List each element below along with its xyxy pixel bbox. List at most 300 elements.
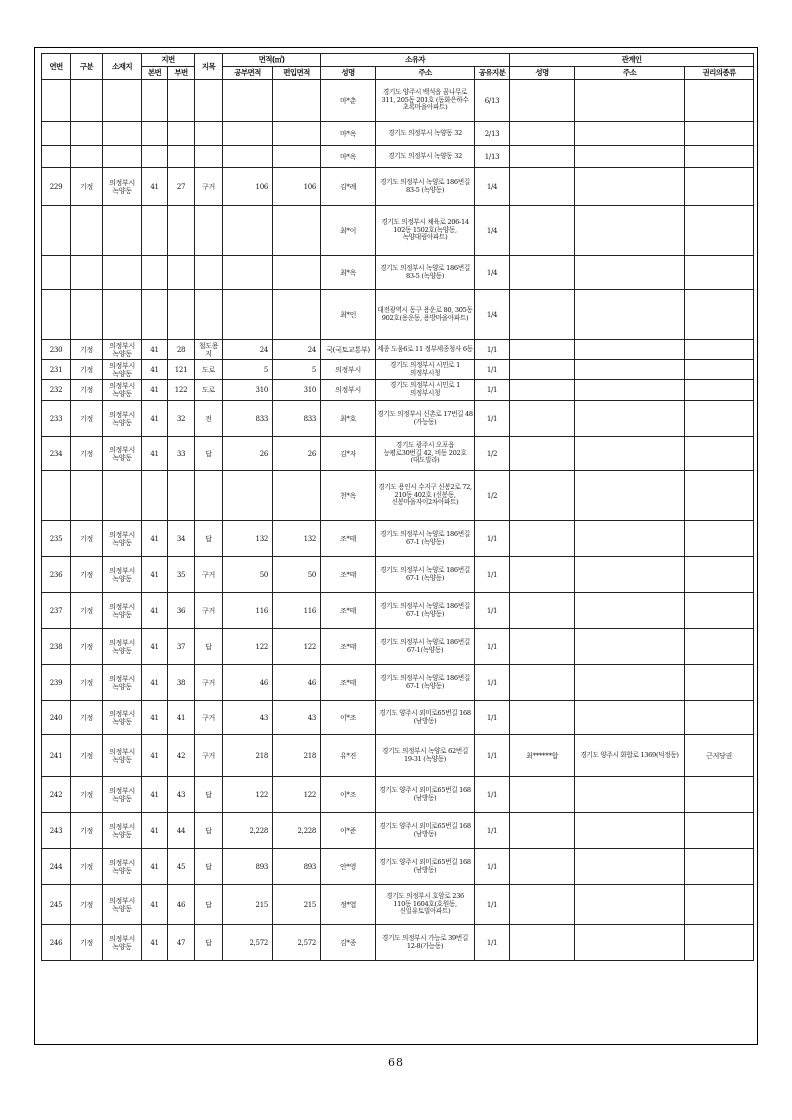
cell-interest-right (685, 629, 754, 665)
cell-interest-name (510, 437, 575, 471)
cell-lot-main: 41 (142, 777, 168, 813)
cell-category: 기정 (71, 701, 103, 735)
cell-row-no (42, 146, 71, 168)
cell-interest-right (685, 471, 754, 521)
cell-owner-share: 1/2 (475, 437, 510, 471)
cell-lot-sub: 36 (168, 593, 195, 629)
cell-owner-address: 경기도 양주시 외미로65번길 168 (남방동) (376, 701, 475, 735)
cell-lot-sub (168, 146, 195, 168)
cell-owner-address: 경기도 의정부시 신촌로 17번길 48 (가능동) (376, 401, 475, 437)
cell-interest-right (685, 380, 754, 401)
cell-interest-name (510, 471, 575, 521)
cell-land-type: 답 (195, 885, 223, 925)
cell-interest-address (575, 629, 685, 665)
cell-area-incorporated (273, 80, 321, 122)
cell-area-incorporated: 893 (273, 849, 321, 885)
cell-area-public (223, 80, 273, 122)
cell-owner-share: 1/4 (475, 168, 510, 206)
cell-location: 의정부시 녹양동 (103, 593, 142, 629)
header-interest-name: 성명 (510, 67, 575, 80)
cell-owner-address: 경기도 의정부시 녹양로 186번길 67-1 (녹양동) (376, 593, 475, 629)
cell-area-incorporated: 5 (273, 360, 321, 380)
cell-lot-main: 41 (142, 168, 168, 206)
cell-owner-share: 1/1 (475, 629, 510, 665)
cell-interest-address (575, 340, 685, 360)
cell-owner-name: 마*춘 (321, 80, 376, 122)
cell-owner-name: 조*태 (321, 629, 376, 665)
cell-interest-right (685, 168, 754, 206)
cell-interest-name (510, 401, 575, 437)
cell-row-no: 241 (42, 735, 71, 777)
cell-owner-name: 의정부시 (321, 380, 376, 401)
cell-land-type (195, 80, 223, 122)
cell-location: 의정부시 녹양동 (103, 340, 142, 360)
cell-owner-name: 천*옥 (321, 471, 376, 521)
cell-interest-name (510, 593, 575, 629)
cell-area-incorporated (273, 471, 321, 521)
cell-interest-right (685, 925, 754, 961)
cell-category (71, 80, 103, 122)
cell-interest-right (685, 146, 754, 168)
table-row (42, 557, 754, 593)
cell-lot-sub: 27 (168, 168, 195, 206)
cell-land-type (195, 256, 223, 290)
cell-owner-address: 경기도 광주시 오포읍 능평로30번길 42, 비동 202호(대도빌라) (376, 437, 475, 471)
cell-location: 의정부시 녹양동 (103, 401, 142, 437)
cell-row-no: 229 (42, 168, 71, 206)
cell-interest-address (575, 122, 685, 146)
cell-area-public (223, 122, 273, 146)
cell-interest-name (510, 206, 575, 256)
cell-owner-name: 김*자 (321, 437, 376, 471)
cell-row-no: 240 (42, 701, 71, 735)
cell-owner-share: 1/1 (475, 849, 510, 885)
cell-location: 의정부시 녹양동 (103, 360, 142, 380)
cell-owner-address: 경기도 의정부시 녹양로 62번길 19-31 (녹양동) (376, 735, 475, 777)
cell-lot-main (142, 146, 168, 168)
cell-land-type: 도로 (195, 380, 223, 401)
cell-owner-share: 1/1 (475, 735, 510, 777)
cell-owner-name: 유*진 (321, 735, 376, 777)
cell-category: 기정 (71, 813, 103, 849)
cell-lot-sub: 41 (168, 701, 195, 735)
cell-interest-address (575, 401, 685, 437)
cell-category: 기정 (71, 629, 103, 665)
cell-owner-share: 1/1 (475, 885, 510, 925)
table-row (42, 593, 754, 629)
cell-lot-sub (168, 80, 195, 122)
cell-interest-name (510, 885, 575, 925)
cell-row-no: 234 (42, 437, 71, 471)
cell-land-type (195, 206, 223, 256)
cell-row-no: 244 (42, 849, 71, 885)
cell-land-type: 구거 (195, 593, 223, 629)
table-body (42, 80, 754, 961)
cell-lot-sub (168, 290, 195, 340)
cell-category (71, 122, 103, 146)
cell-owner-address: 경기도 의정부시 녹양로 186번길 67-1(녹양동) (376, 629, 475, 665)
cell-lot-sub: 38 (168, 665, 195, 701)
cell-area-public: 132 (223, 521, 273, 557)
cell-owner-name: 최*호 (321, 401, 376, 437)
cell-lot-sub (168, 206, 195, 256)
cell-interest-right (685, 885, 754, 925)
cell-area-incorporated: 2,572 (273, 925, 321, 961)
header-location: 소재지 (103, 54, 142, 80)
cell-owner-name: 마*옥 (321, 146, 376, 168)
cell-area-incorporated: 132 (273, 521, 321, 557)
cell-owner-share: 1/1 (475, 665, 510, 701)
cell-area-incorporated (273, 290, 321, 340)
cell-lot-main: 41 (142, 925, 168, 961)
cell-area-public: 215 (223, 885, 273, 925)
cell-land-type: 답 (195, 629, 223, 665)
cell-row-no: 246 (42, 925, 71, 961)
table-row (42, 340, 754, 360)
cell-owner-share: 1/4 (475, 256, 510, 290)
cell-owner-share: 1/1 (475, 701, 510, 735)
cell-land-type: 구거 (195, 735, 223, 777)
cell-owner-share: 2/13 (475, 122, 510, 146)
cell-row-no (42, 80, 71, 122)
cell-lot-main (142, 80, 168, 122)
cell-row-no (42, 256, 71, 290)
cell-owner-share: 1/1 (475, 401, 510, 437)
table-row (42, 290, 754, 340)
cell-lot-sub: 122 (168, 380, 195, 401)
cell-interest-address (575, 146, 685, 168)
cell-owner-name: 정*열 (321, 885, 376, 925)
cell-owner-name: 최*인 (321, 290, 376, 340)
cell-location: 의정부시 녹양동 (103, 925, 142, 961)
cell-lot-sub: 42 (168, 735, 195, 777)
cell-category: 기정 (71, 360, 103, 380)
cell-area-public: 218 (223, 735, 273, 777)
cell-lot-sub: 32 (168, 401, 195, 437)
cell-lot-sub: 47 (168, 925, 195, 961)
cell-row-no: 242 (42, 777, 71, 813)
table-row (42, 521, 754, 557)
cell-lot-sub: 28 (168, 340, 195, 360)
cell-land-type: 답 (195, 437, 223, 471)
cell-lot-main: 41 (142, 813, 168, 849)
cell-interest-right (685, 401, 754, 437)
cell-owner-name: 조*태 (321, 665, 376, 701)
header-interest-address: 주소 (575, 67, 685, 80)
cell-row-no (42, 122, 71, 146)
cell-owner-share: 1/1 (475, 557, 510, 593)
cell-owner-address: 경기도 의정부시 호암로 236 110동 1604호(호원동,신일유토빌아파트) (376, 885, 475, 925)
cell-owner-share: 1/2 (475, 471, 510, 521)
cell-lot-main: 41 (142, 557, 168, 593)
cell-owner-address: 경기도 의정부시 녹양로 186번길 67-1 (녹양동) (376, 557, 475, 593)
cell-interest-address (575, 256, 685, 290)
cell-location (103, 80, 142, 122)
cell-location: 의정부시 녹양동 (103, 813, 142, 849)
cell-land-type: 철도용지 (195, 340, 223, 360)
header-category: 구분 (71, 54, 103, 80)
cell-category (71, 146, 103, 168)
cell-interest-address (575, 290, 685, 340)
cell-location: 의정부시 녹양동 (103, 777, 142, 813)
cell-interest-right (685, 665, 754, 701)
cell-category (71, 471, 103, 521)
header-row-no: 연번 (42, 54, 71, 80)
cell-lot-sub: 37 (168, 629, 195, 665)
header-owner-name: 성명 (321, 67, 376, 80)
cell-area-incorporated: 46 (273, 665, 321, 701)
cell-interest-address (575, 593, 685, 629)
cell-land-type: 구거 (195, 701, 223, 735)
cell-interest-name (510, 122, 575, 146)
cell-owner-address: 경기도 의정부시 녹양동 32 (376, 122, 475, 146)
cell-land-type: 구거 (195, 665, 223, 701)
cell-lot-sub: 46 (168, 885, 195, 925)
cell-land-type: 구거 (195, 557, 223, 593)
cell-location: 의정부시 녹양동 (103, 168, 142, 206)
cell-owner-address: 경기도 양주시 외미로65번길 168 (남방동) (376, 849, 475, 885)
cell-area-public: 106 (223, 168, 273, 206)
cell-owner-share: 1/13 (475, 146, 510, 168)
cell-interest-name (510, 80, 575, 122)
table-row (42, 813, 754, 849)
cell-lot-main (142, 471, 168, 521)
cell-category: 기정 (71, 437, 103, 471)
cell-lot-sub: 44 (168, 813, 195, 849)
table-row (42, 849, 754, 885)
cell-lot-main: 41 (142, 849, 168, 885)
cell-interest-address (575, 557, 685, 593)
cell-land-type: 도로 (195, 360, 223, 380)
cell-interest-right (685, 80, 754, 122)
cell-owner-share: 6/13 (475, 80, 510, 122)
cell-interest-name (510, 380, 575, 401)
cell-interest-right (685, 360, 754, 380)
cell-owner-address: 대전광역시 동구 용운로 80, 305동 902호(용운동, 용방마을아파트) (376, 290, 475, 340)
cell-owner-name: 이*조 (321, 777, 376, 813)
cell-lot-main: 41 (142, 665, 168, 701)
cell-interest-right (685, 122, 754, 146)
cell-category: 기정 (71, 168, 103, 206)
table-row (42, 360, 754, 380)
cell-owner-address: 경기도 의정부시 시민로 1 의정부시청 (376, 360, 475, 380)
cell-area-incorporated: 218 (273, 735, 321, 777)
cell-lot-main: 41 (142, 885, 168, 925)
cell-owner-address: 경기도 의정부시 가능로 39번길 12-8(가능동) (376, 925, 475, 961)
cell-area-public (223, 471, 273, 521)
cell-area-incorporated: 116 (273, 593, 321, 629)
cell-land-type: 답 (195, 925, 223, 961)
cell-lot-main: 41 (142, 360, 168, 380)
cell-category (71, 256, 103, 290)
cell-area-incorporated: 106 (273, 168, 321, 206)
cell-interest-right: 근저당권 (685, 735, 754, 777)
cell-lot-main (142, 256, 168, 290)
cell-lot-main: 41 (142, 340, 168, 360)
cell-row-no: 245 (42, 885, 71, 925)
cell-owner-name: 국(국토교통부) (321, 340, 376, 360)
cell-interest-address (575, 925, 685, 961)
table-row (42, 401, 754, 437)
cell-interest-name (510, 849, 575, 885)
cell-interest-address (575, 437, 685, 471)
cell-area-public: 122 (223, 777, 273, 813)
cell-interest-address (575, 813, 685, 849)
cell-owner-name: 조*태 (321, 593, 376, 629)
cell-area-public: 24 (223, 340, 273, 360)
cell-row-no: 235 (42, 521, 71, 557)
cell-owner-share: 1/4 (475, 206, 510, 256)
cell-interest-name (510, 340, 575, 360)
cell-land-type (195, 290, 223, 340)
cell-area-incorporated: 50 (273, 557, 321, 593)
cell-category: 기정 (71, 401, 103, 437)
cell-interest-name (510, 168, 575, 206)
table-row (42, 168, 754, 206)
page-number: 68 (388, 1056, 404, 1069)
cell-location: 의정부시 녹양동 (103, 885, 142, 925)
cell-interest-name (510, 629, 575, 665)
cell-area-public: 893 (223, 849, 273, 885)
cell-location: 의정부시 녹양동 (103, 380, 142, 401)
cell-row-no (42, 206, 71, 256)
cell-owner-name: 안*영 (321, 849, 376, 885)
cell-area-incorporated: 215 (273, 885, 321, 925)
cell-category: 기정 (71, 885, 103, 925)
cell-interest-right (685, 813, 754, 849)
cell-area-incorporated: 24 (273, 340, 321, 360)
cell-area-incorporated (273, 256, 321, 290)
cell-interest-address (575, 206, 685, 256)
cell-category: 기정 (71, 735, 103, 777)
cell-interest-right (685, 593, 754, 629)
cell-interest-name (510, 665, 575, 701)
cell-owner-address: 경기도 양주시 외미로65번길 168 (남방동) (376, 777, 475, 813)
cell-owner-address: 경기도 양주시 백석읍 꿈나무로 311, 205동 201호 (동화은하수 초록마을아파트) (376, 80, 475, 122)
cell-land-type: 전 (195, 401, 223, 437)
cell-lot-main: 41 (142, 380, 168, 401)
cell-interest-address: 경기도 양주시 화합로 1369(덕정동) (575, 735, 685, 777)
cell-interest-name: 최******합 (510, 735, 575, 777)
cell-owner-share: 1/1 (475, 521, 510, 557)
cell-area-incorporated: 833 (273, 401, 321, 437)
table-row (42, 437, 754, 471)
cell-lot-main (142, 290, 168, 340)
cell-location: 의정부시 녹양동 (103, 849, 142, 885)
cell-interest-address (575, 168, 685, 206)
cell-location: 의정부시 녹양동 (103, 437, 142, 471)
cell-interest-address (575, 521, 685, 557)
cell-area-public: 5 (223, 360, 273, 380)
cell-lot-main: 41 (142, 521, 168, 557)
cell-area-public: 43 (223, 701, 273, 735)
header-lot: 지번 (142, 54, 195, 67)
cell-interest-name (510, 360, 575, 380)
cell-category: 기정 (71, 557, 103, 593)
cell-area-public: 2,572 (223, 925, 273, 961)
cell-lot-sub: 33 (168, 437, 195, 471)
cell-location (103, 471, 142, 521)
cell-owner-name: 이*조 (321, 701, 376, 735)
cell-owner-address: 경기도 의정부시 체육로 206-14 102동 1502호(녹양동,녹양대림아파트) (376, 206, 475, 256)
cell-owner-share: 1/1 (475, 777, 510, 813)
cell-interest-right (685, 256, 754, 290)
cell-interest-address (575, 701, 685, 735)
cell-lot-sub (168, 256, 195, 290)
cell-interest-name (510, 146, 575, 168)
cell-lot-sub: 43 (168, 777, 195, 813)
cell-owner-address: 경기도 의정부시 녹양로 186번길 83-5 (녹양동) (376, 256, 475, 290)
cell-interest-right (685, 206, 754, 256)
cell-owner-address: 경기도 의정부시 녹양로 186번길 67-1 (녹양동) (376, 521, 475, 557)
cell-category: 기정 (71, 380, 103, 401)
cell-interest-address (575, 885, 685, 925)
cell-area-public: 122 (223, 629, 273, 665)
header-owner: 소유자 (321, 54, 510, 67)
cell-interest-address (575, 360, 685, 380)
cell-area-incorporated: 122 (273, 629, 321, 665)
table-row (42, 665, 754, 701)
table-row (42, 146, 754, 168)
table-row (42, 777, 754, 813)
cell-interest-address (575, 849, 685, 885)
cell-area-public: 833 (223, 401, 273, 437)
cell-lot-main: 41 (142, 401, 168, 437)
cell-interest-address (575, 380, 685, 401)
cell-owner-name: 최*이 (321, 206, 376, 256)
cell-area-public: 50 (223, 557, 273, 593)
table-row (42, 80, 754, 122)
cell-owner-name: 최*옥 (321, 256, 376, 290)
cell-owner-address: 경기도 용인시 수지구 신봉2로 72, 210동 402호 (신봉동, 신봉마을자이2차아파트) (376, 471, 475, 521)
cell-lot-sub: 35 (168, 557, 195, 593)
cell-land-type (195, 471, 223, 521)
cell-row-no: 231 (42, 360, 71, 380)
table-row (42, 701, 754, 735)
cell-land-type: 답 (195, 849, 223, 885)
cell-area-public: 2,228 (223, 813, 273, 849)
cell-interest-name (510, 925, 575, 961)
table-row (42, 629, 754, 665)
cell-land-type (195, 122, 223, 146)
cell-lot-main: 41 (142, 593, 168, 629)
cell-owner-name: 이*준 (321, 813, 376, 849)
table-row (42, 122, 754, 146)
cell-row-no (42, 471, 71, 521)
cell-location (103, 290, 142, 340)
cell-row-no: 230 (42, 340, 71, 360)
cell-owner-name: 김*례 (321, 168, 376, 206)
cell-owner-share: 1/1 (475, 360, 510, 380)
cell-area-incorporated (273, 206, 321, 256)
land-register-table (41, 53, 754, 961)
cell-interest-name (510, 813, 575, 849)
cell-row-no: 237 (42, 593, 71, 629)
cell-interest-name (510, 521, 575, 557)
cell-category: 기정 (71, 925, 103, 961)
cell-row-no (42, 290, 71, 340)
cell-area-public: 26 (223, 437, 273, 471)
cell-land-type: 구거 (195, 168, 223, 206)
cell-row-no: 232 (42, 380, 71, 401)
cell-owner-share: 1/1 (475, 380, 510, 401)
cell-location: 의정부시 녹양동 (103, 629, 142, 665)
cell-area-public (223, 146, 273, 168)
cell-interest-address (575, 471, 685, 521)
cell-land-type: 답 (195, 813, 223, 849)
cell-row-no: 238 (42, 629, 71, 665)
cell-interest-address (575, 665, 685, 701)
